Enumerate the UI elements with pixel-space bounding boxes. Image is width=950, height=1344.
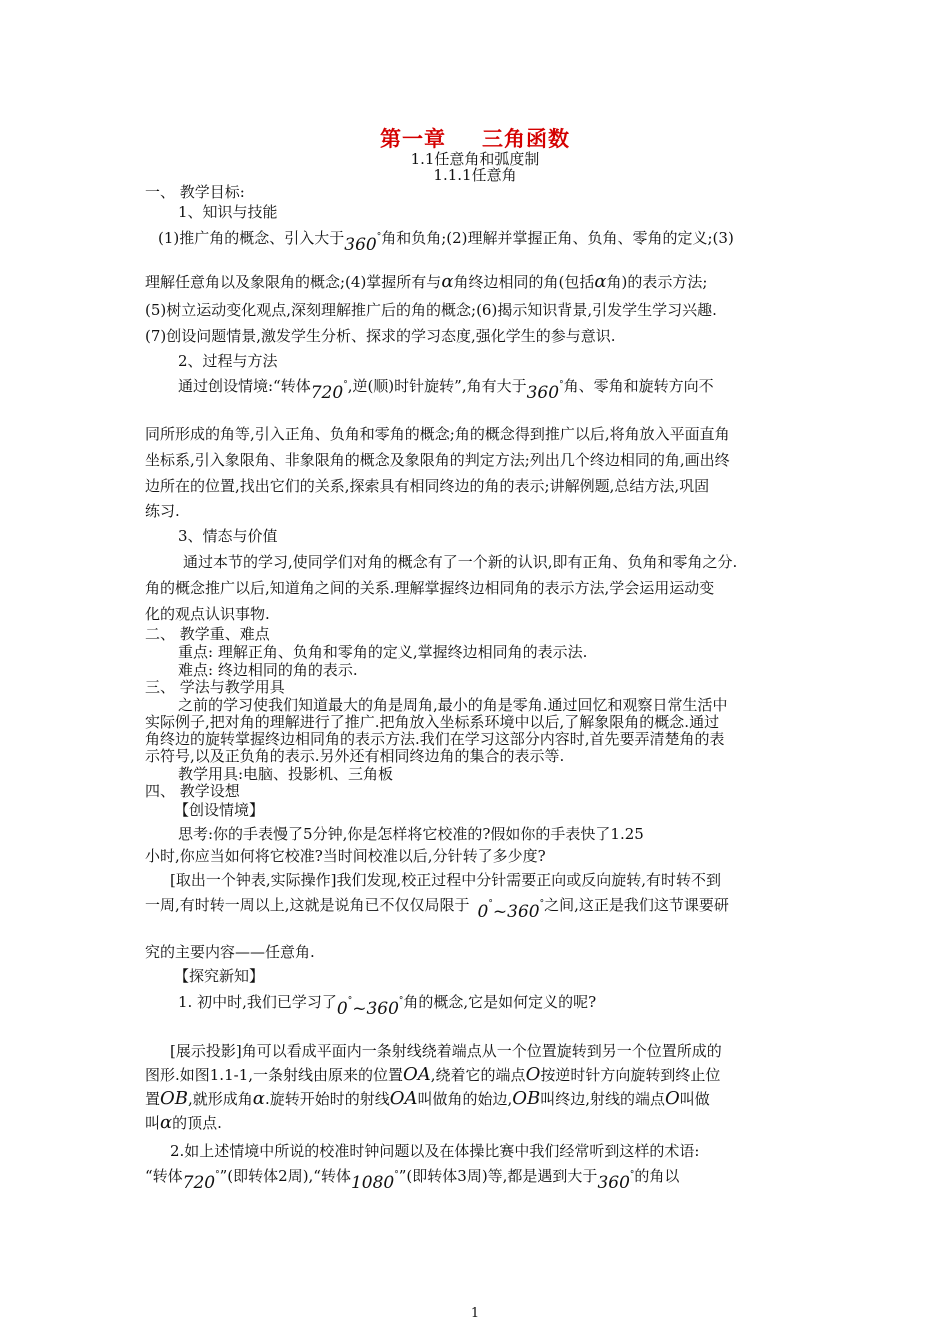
heading-goals: 一、 教学目标: — [145, 183, 245, 201]
text-line: 通过本节的学习,使同学们对角的概念有了一个新的认识,即有正角、负角和零角之分. — [183, 553, 738, 571]
page-number: 1 — [470, 1306, 480, 1321]
text-line: 置OB,就形成角α.旋转开始时的射线OA叫做角的始边,OB叫终边,射线的端点O叫做 — [145, 1088, 710, 1109]
text-line: 边所在的位置,找出它们的关系,探索具有相同终边的角的表示;讲解例题,总结方法,巩固 — [145, 477, 710, 495]
text-line: (7)创设问题情景,激发学生分析、探求的学习态度,强化学生的参与意识. — [145, 327, 616, 345]
text-line: [取出一个钟表,实际操作]我们发现,校正过程中分针需要正向或反向旋转,有时转不到 — [170, 871, 722, 889]
text-line: 思考:你的手表慢了5分钟,你是怎样将它校准的?假如你的手表快了1.25 — [178, 825, 644, 843]
text-line: 小时,你应当如何将它校准?当时间校准以后,分针转了多少度? — [145, 847, 546, 865]
subheading-process: 2、过程与方法 — [178, 352, 278, 370]
label-scenario: 【创设情境】 — [174, 801, 265, 819]
heading-methods: 三、 学法与教学用具 — [145, 678, 285, 696]
text-line: 究的主要内容——任意角. — [145, 943, 315, 961]
text-line: “转体720°”(即转体2周),“转体1080°”(即转体3周)等,都是遇到大于360°的角以 — [145, 1167, 680, 1193]
text-line: 理解任意角以及象限角的概念;(4)掌握所有与α角终边相同的角(包括α角)的表示方法; — [145, 271, 708, 292]
text-line: 同所形成的角等,引入正角、负角和零角的概念;角的概念得到推广以后,将角放入平面直角 — [145, 425, 730, 443]
text-line: 坐标系,引入象限角、非象限角的概念及象限角的判定方法;列出几个终边相同的角,画出终 — [145, 451, 730, 469]
text-line: 2.如上述情境中所说的校准时钟问题以及在体操比赛中我们经常听到这样的术语: — [170, 1142, 700, 1160]
text-line: (5)树立运动变化观点,深刻理解推广后的角的概念;(6)揭示知识背景,引发学生学习兴趣. — [145, 301, 717, 319]
subheading-values: 3、情态与价值 — [178, 527, 278, 545]
text-line: 示符号,以及正负角的表示.另外还有相同终边角的集合的表示等. — [145, 747, 565, 765]
label-explore: 【探究新知】 — [174, 967, 265, 985]
text-line: 教学用具:电脑、投影机、三角板 — [178, 765, 394, 783]
text-line: 1. 初中时,我们已学习了0°~360°角的概念,它是如何定义的呢? — [178, 993, 597, 1019]
subsection-heading: 1.1.1任意角 — [433, 166, 517, 184]
text-line: 难点: 终边相同的角的表示. — [178, 661, 358, 679]
section-heading: 1.1任意角和弧度制 — [410, 150, 540, 168]
text-line: 化的观点认识事物. — [145, 605, 270, 623]
text-line: 实际例子,把对角的理解进行了推广.把角放入坐标系环境中以后,了解象限角的概念.通过 — [145, 713, 720, 731]
text-line: 通过创设情境:“转体720°,逆(顺)时针旋转”,角有大于360°角、零角和旋转方向不 — [178, 377, 714, 403]
text-line: 角的概念推广以后,知道角之间的关系.理解掌握终边相同角的表示方法,学会运用运动变 — [145, 579, 715, 597]
heading-design: 四、 教学设想 — [145, 782, 240, 800]
text-line: 一周,有时转一周以上,这就是说角已不仅仅局限于 0°~360°之间,这正是我们这节课要研 — [145, 896, 729, 922]
text-line: 叫α的顶点. — [145, 1112, 222, 1133]
chapter-name: 三角函数 — [482, 126, 570, 151]
text-line: 图形.如图1.1-1,一条射线由原来的位置OA,绕着它的端点O按逆时针方向旋转到终止位 — [145, 1064, 721, 1085]
text-line: 角终边的旋转掌握终边相同角的表示方法.我们在学习这部分内容时,首先要弄清楚角的表 — [145, 730, 725, 748]
text-line: 之前的学习使我们知道最大的角是周角,最小的角是零角.通过回忆和观察日常生活中 — [178, 696, 728, 714]
text-line: (1)推广角的概念、引入大于360°角和负角;(2)理解并掌握正角、负角、零角的定义;(3) — [158, 229, 734, 255]
text-line: 练习. — [145, 502, 180, 520]
heading-keypoints: 二、 教学重、难点 — [145, 625, 270, 643]
subheading-knowledge: 1、知识与技能 — [178, 203, 278, 221]
text-line: [展示投影]角可以看成平面内一条射线绕着端点从一个位置旋转到另一个位置所成的 — [170, 1042, 722, 1060]
text-line: 重点: 理解正角、负角和零角的定义,掌握终边相同角的表示法. — [178, 643, 588, 661]
chapter-number: 第一章 — [380, 126, 446, 151]
